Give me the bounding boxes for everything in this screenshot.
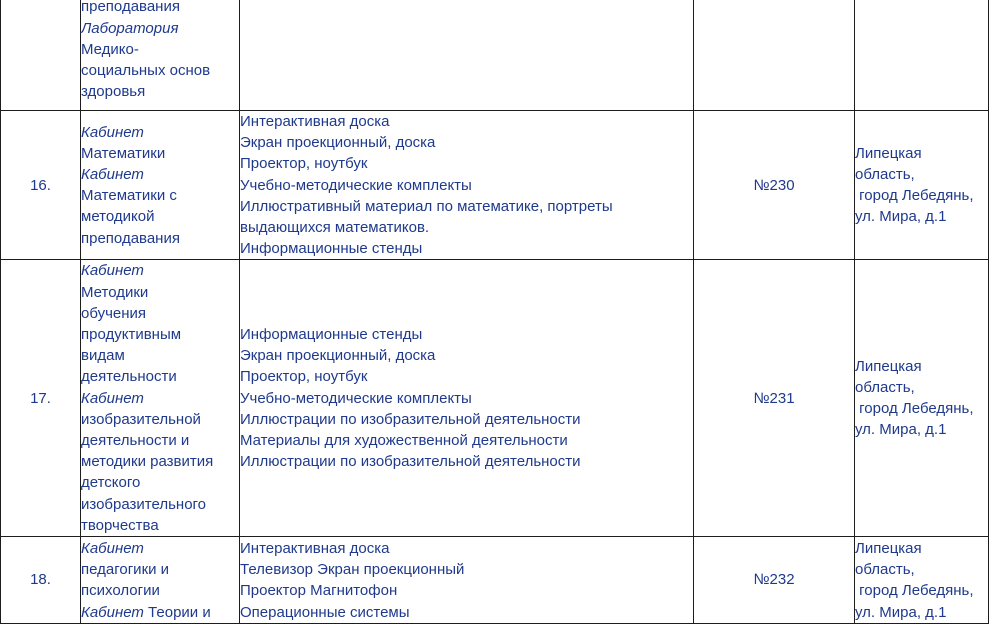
room-name-line: детского bbox=[81, 474, 141, 492]
room-name-line: Медико- bbox=[81, 40, 139, 58]
table-row bbox=[1, 111, 989, 260]
equipment-cell bbox=[240, 537, 694, 624]
address-cell bbox=[855, 111, 989, 260]
room-type-italic: Кабинет bbox=[81, 389, 144, 407]
room-name-line: методикой bbox=[81, 208, 155, 226]
room-name-line bbox=[81, 122, 239, 143]
address-line: Липецкая bbox=[855, 357, 922, 375]
equipment-cell bbox=[240, 0, 694, 111]
row-number-cell: 18. bbox=[1, 537, 81, 624]
equipment-item: Проектор, ноутбук bbox=[240, 368, 368, 386]
address-cell bbox=[855, 537, 989, 624]
equipment-cell bbox=[240, 111, 694, 260]
table-row bbox=[1, 537, 989, 624]
room-name-cell bbox=[81, 111, 240, 260]
address-line: город Лебедянь, bbox=[855, 400, 974, 418]
equipment-item: Интерактивная доска bbox=[240, 540, 390, 558]
room-name-cell bbox=[81, 260, 240, 537]
room-name-line bbox=[81, 260, 239, 281]
room-name-line: Методики bbox=[81, 283, 149, 301]
address-cell bbox=[855, 260, 989, 537]
equipment-item: Проектор Магнитофон bbox=[240, 582, 398, 600]
equipment-item: Учебно-методические комплекты bbox=[240, 389, 472, 407]
table-row bbox=[1, 0, 989, 111]
room-type-italic: Кабинет bbox=[81, 262, 144, 280]
room-name-line: деятельности bbox=[81, 368, 177, 386]
room-name-line bbox=[81, 18, 239, 39]
address-line: ул. Мира, д.1 bbox=[855, 208, 947, 226]
room-type-italic: Кабинет bbox=[81, 540, 144, 558]
room-name-line bbox=[81, 388, 239, 409]
room-name-line bbox=[81, 164, 239, 185]
table-row bbox=[1, 260, 989, 537]
equipment-item: Информационные стенды bbox=[240, 326, 423, 344]
equipment-item: выдающихся математиков. bbox=[240, 219, 430, 237]
room-name-line bbox=[81, 538, 239, 559]
equipment-item: Экран проекционный, доска bbox=[240, 134, 436, 152]
address-line: ул. Мира, д.1 bbox=[855, 603, 947, 621]
address-line: область, bbox=[855, 166, 915, 183]
room-name-line: социальных основ bbox=[81, 62, 211, 80]
room-name-suffix: Теории и bbox=[143, 603, 211, 621]
room-name-line: творчества bbox=[81, 516, 159, 534]
room-name-line: деятельности и bbox=[81, 432, 190, 450]
room-number-cell bbox=[694, 0, 855, 111]
equipment-item: Операционные системы bbox=[240, 603, 410, 621]
equipment-item: Информационные стенды bbox=[240, 240, 423, 258]
equipment-item: Учебно-методические комплекты bbox=[240, 176, 472, 194]
row-number-cell: 16. bbox=[1, 111, 81, 260]
room-name-line: видам bbox=[81, 347, 125, 365]
room-name-cell bbox=[81, 537, 240, 624]
room-name-line: психологии bbox=[81, 582, 160, 600]
address-cell bbox=[855, 0, 989, 111]
room-type-italic: Лаборатория bbox=[81, 19, 179, 37]
room-name-line: изобразительного bbox=[81, 495, 207, 513]
equipment-item: Интерактивная доска bbox=[240, 113, 390, 130]
address-line: область, bbox=[855, 561, 915, 579]
row-number-cell bbox=[1, 0, 81, 111]
equipment-item: Иллюстративный материал по математике, портреты bbox=[240, 197, 613, 215]
room-name-line: обучения bbox=[81, 304, 147, 322]
room-name-line: преподавания bbox=[81, 229, 180, 247]
room-name-line: здоровья bbox=[81, 83, 146, 101]
room-number-cell: №231 bbox=[694, 260, 855, 537]
equipment-item: Экран проекционный, доска bbox=[240, 347, 436, 365]
room-name-line: Математики bbox=[81, 144, 166, 162]
equipment-item: Телевизор Экран проекционный bbox=[240, 561, 465, 579]
address-line: город Лебедянь, bbox=[855, 582, 974, 600]
equipment-item: Материалы для художественной деятельности bbox=[240, 432, 568, 450]
room-type-italic: Кабинет bbox=[81, 603, 144, 621]
address-line: Липецкая bbox=[855, 144, 922, 162]
room-name-line: изобразительной bbox=[81, 410, 201, 428]
room-name-line: Математики с bbox=[81, 187, 177, 205]
address-line: ул. Мира, д.1 bbox=[855, 421, 947, 439]
room-type-italic: Кабинет bbox=[81, 166, 144, 183]
room-name-line: преподавания bbox=[81, 0, 180, 16]
row-number-cell: 17. bbox=[1, 260, 81, 537]
room-number-cell: №232 bbox=[694, 537, 855, 624]
address-line: город Лебедянь, bbox=[855, 187, 974, 205]
room-type-italic: Кабинет bbox=[81, 123, 144, 141]
equipment-item: Иллюстрации по изобразительной деятельности bbox=[240, 453, 581, 471]
address-line: Липецкая bbox=[855, 540, 922, 558]
equipment-item: Проектор, ноутбук bbox=[240, 155, 368, 173]
room-name-line: продуктивным bbox=[81, 326, 182, 344]
equipment-item: Иллюстрации по изобразительной деятельности bbox=[240, 410, 581, 428]
room-name-line: методики развития bbox=[81, 453, 214, 471]
room-name-line: педагогики и bbox=[81, 561, 170, 579]
room-number-cell: №230 bbox=[694, 111, 855, 260]
address-line: область, bbox=[855, 379, 915, 397]
equipment-cell bbox=[240, 260, 694, 537]
room-name-cell bbox=[81, 0, 240, 111]
